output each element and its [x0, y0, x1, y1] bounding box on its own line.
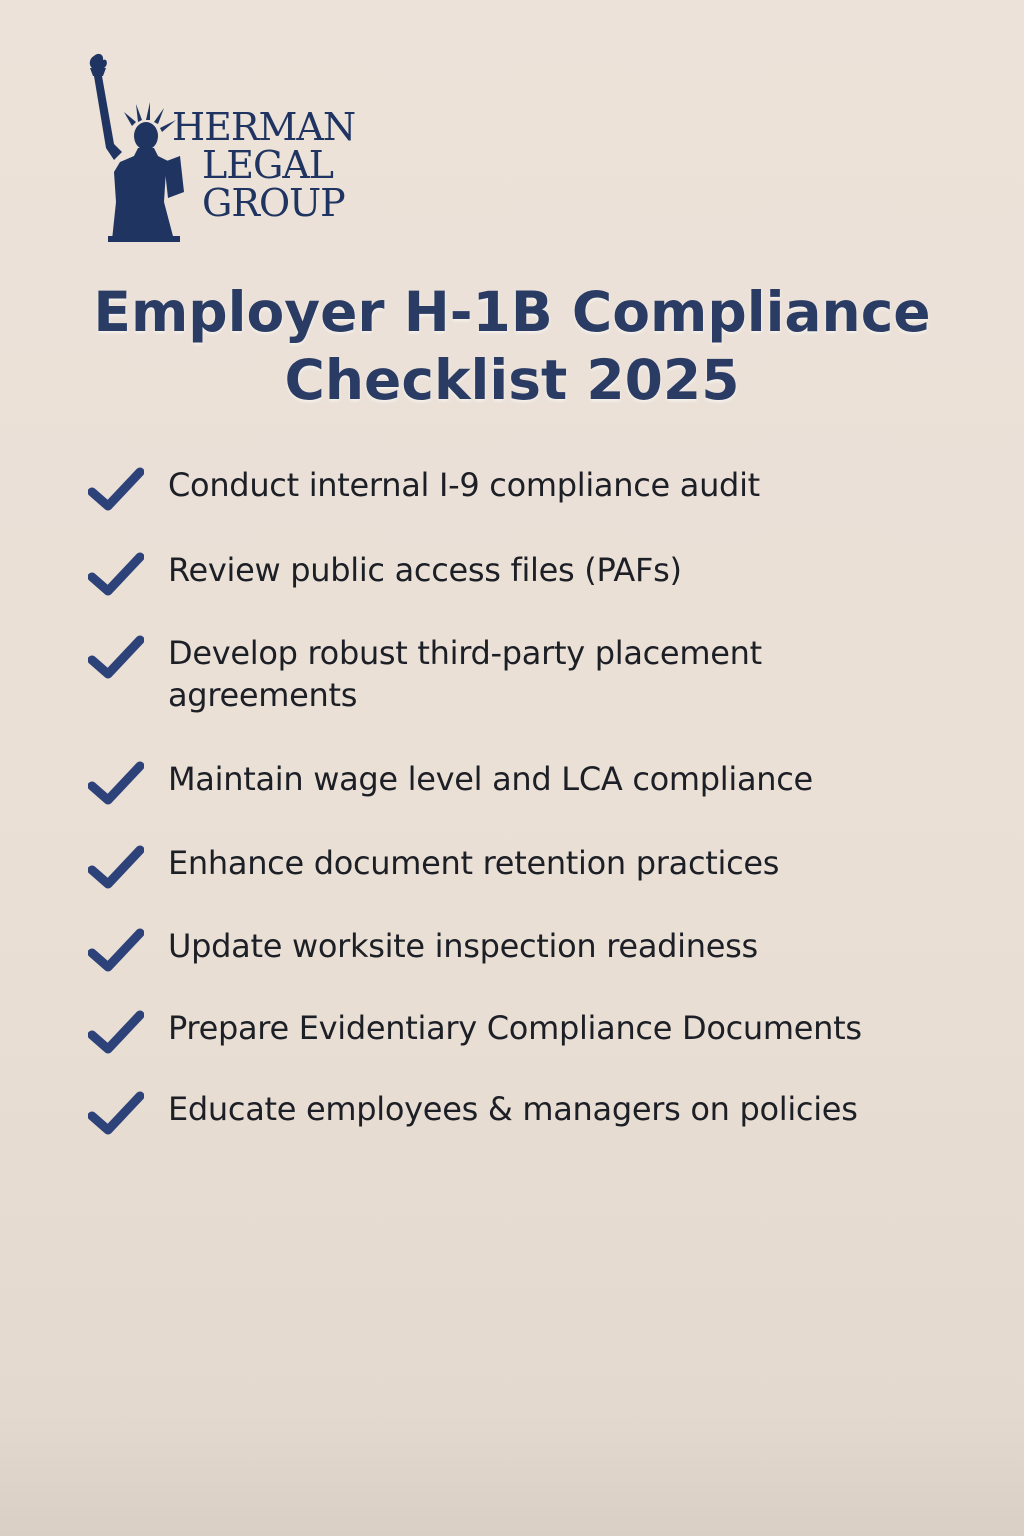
checklist-item-text: Conduct internal I-9 compliance audit: [168, 466, 760, 504]
checklist-item-text: Update worksite inspection readiness: [168, 927, 758, 965]
brand-line-2: LEGAL: [202, 143, 334, 187]
page-title-line-1: Employer H-1B Compliance: [93, 280, 931, 344]
brand-line-3: GROUP: [202, 181, 345, 225]
checklist-item-text: Prepare Evidentiary Compliance Documents: [168, 1009, 862, 1047]
checkmark-icon: [88, 760, 144, 806]
brand-logo: [84, 52, 384, 244]
checkmark-icon: [88, 466, 144, 512]
checklist-item-text: Review public access files (PAFs): [168, 551, 682, 589]
checkmark-icon: [88, 1009, 144, 1055]
brand-wordmark: [172, 105, 356, 225]
checkmark-icon: [88, 844, 144, 890]
checkmark-icon: [88, 927, 144, 973]
checklist-item-text: Maintain wage level and LCA compliance: [168, 760, 813, 798]
checklist-item-text: Educate employees & managers on policies: [168, 1090, 858, 1128]
brand-line-1: HERMAN: [172, 105, 356, 149]
checklist-item-text: Develop robust third-party placement agreements: [168, 634, 762, 714]
page-title-line-2: Checklist 2025: [284, 348, 740, 412]
checkmark-icon: [88, 551, 144, 597]
page-title: [0, 278, 1024, 414]
checkmark-icon: [88, 634, 144, 680]
checkmark-icon: [88, 1090, 144, 1136]
checklist-item-text: Enhance document retention practices: [168, 844, 780, 882]
